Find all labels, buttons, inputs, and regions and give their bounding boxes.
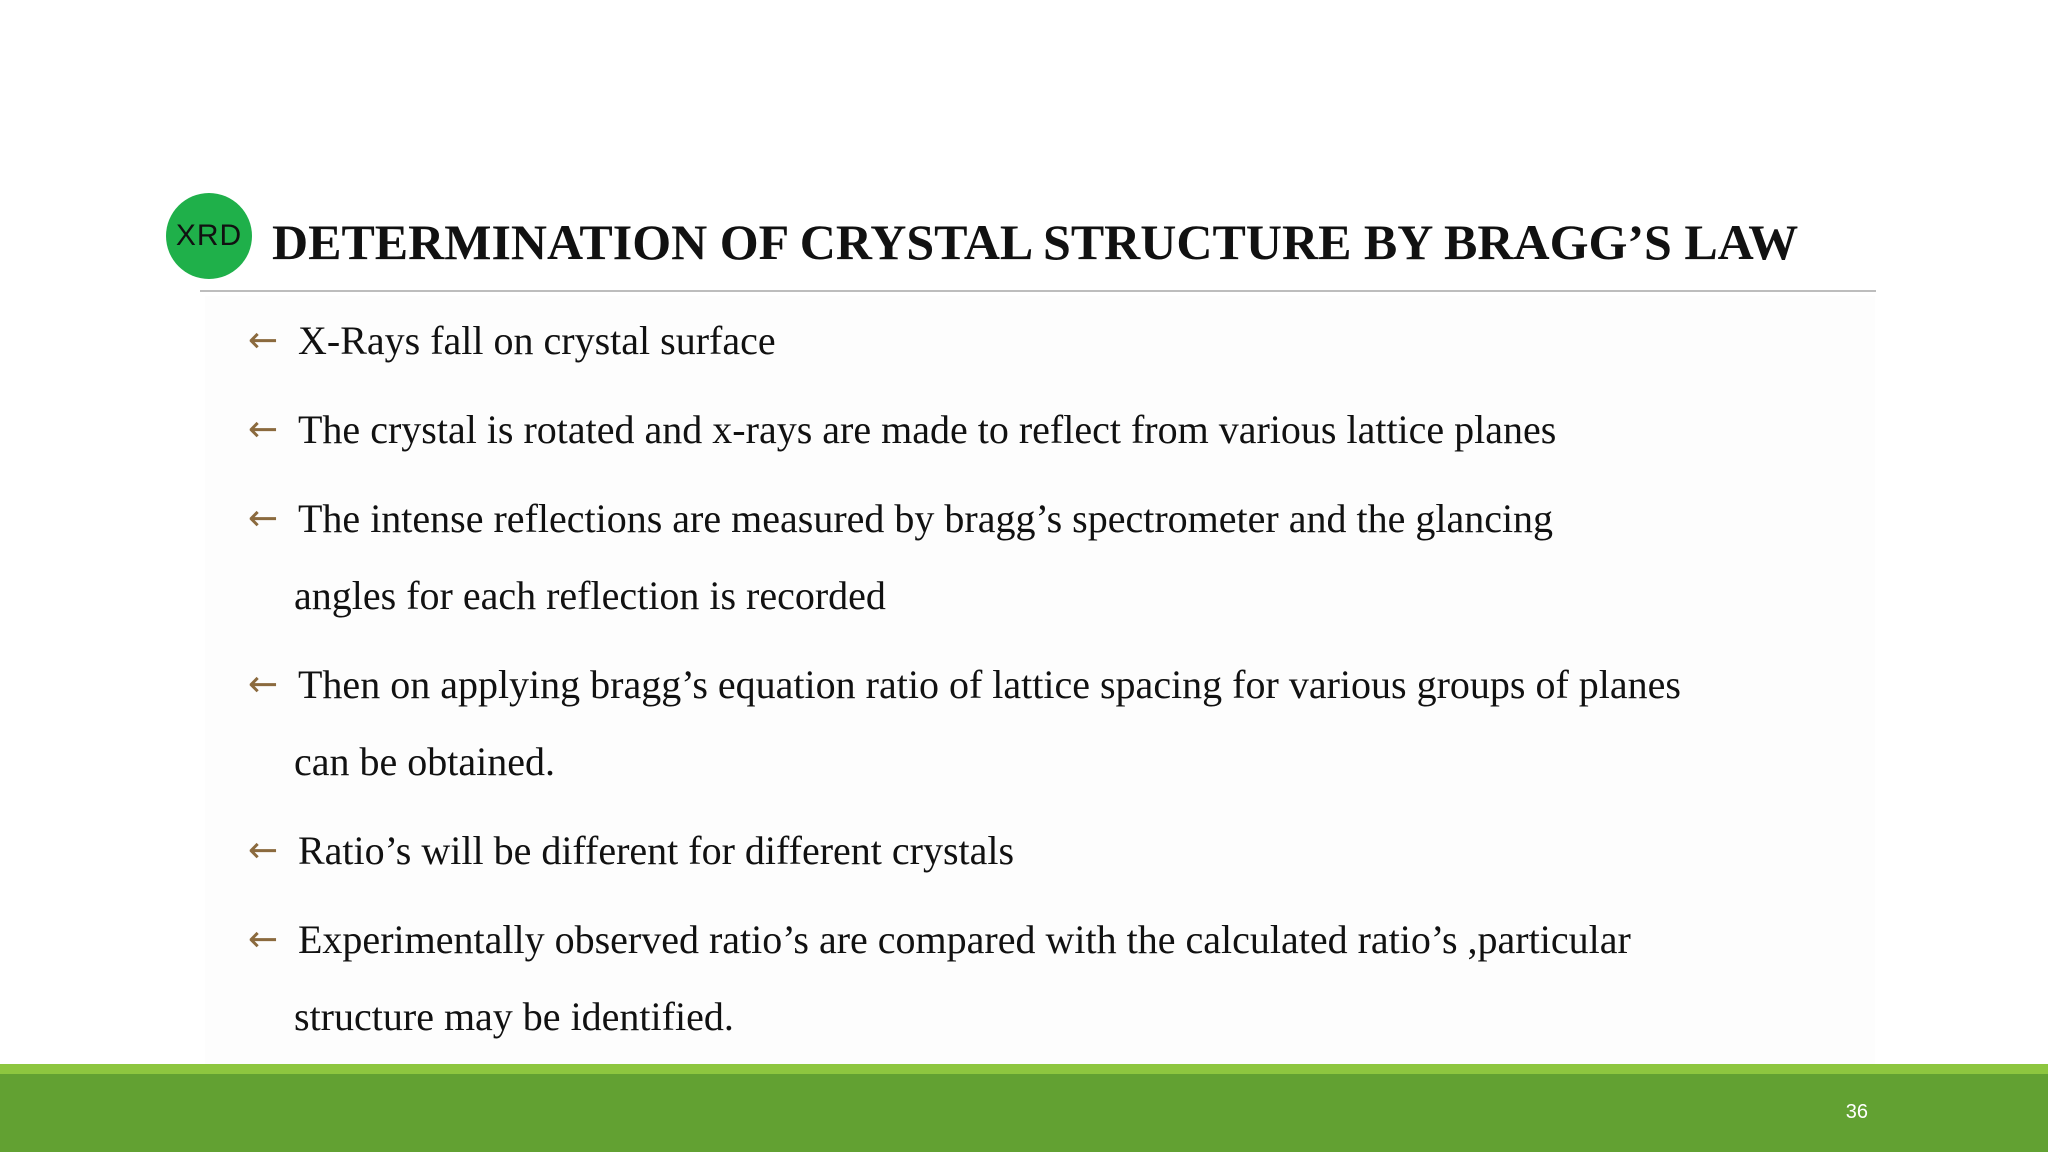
bullet-text: The intense reflections are measured by bragg’s spectrometer and the glancing: [298, 496, 1554, 541]
bullet-text: Then on applying bragg’s equation ratio of lattice spacing for various groups of planes: [298, 662, 1681, 707]
footer-bar: [0, 1074, 2048, 1152]
bullet-text: Ratio’s will be different for different crystals: [298, 828, 1015, 873]
bullet-item: [248, 646, 1888, 800]
bullet-text-continuation: structure may be identified.: [294, 994, 734, 1039]
bullet-item: [248, 901, 1888, 1055]
bullet-text-continuation: angles for each reflection is recorded: [294, 573, 886, 618]
slide-title: DETERMINATION OF CRYSTAL STRUCTURE BY BRAGG’S LAW: [272, 214, 1799, 270]
left-arrow-icon: ←: [248, 830, 279, 871]
bullet-text: X-Rays fall on crystal surface: [298, 318, 776, 363]
left-arrow-icon: ←: [248, 664, 279, 705]
left-arrow-icon: ←: [248, 409, 279, 450]
bullet-text-continuation: can be obtained.: [294, 739, 555, 784]
page-number: 36: [1845, 1101, 1868, 1123]
bullet-item: [248, 391, 1888, 468]
left-arrow-icon: ←: [248, 498, 279, 539]
xrd-badge: XRD: [166, 193, 252, 279]
bullet-item: [248, 812, 1888, 889]
bullet-text: The crystal is rotated and x-rays are made to reflect from various lattice planes: [298, 407, 1557, 452]
left-arrow-icon: ←: [248, 320, 279, 361]
left-arrow-icon: ←: [248, 919, 279, 960]
bullet-item: [248, 480, 1888, 634]
bullet-item: [248, 302, 1888, 379]
bullet-text: Experimentally observed ratio’s are compared with the calculated ratio’s ,particular: [298, 917, 1631, 962]
footer-accent-stripe: [0, 1064, 2048, 1074]
title-divider: [200, 290, 1876, 292]
